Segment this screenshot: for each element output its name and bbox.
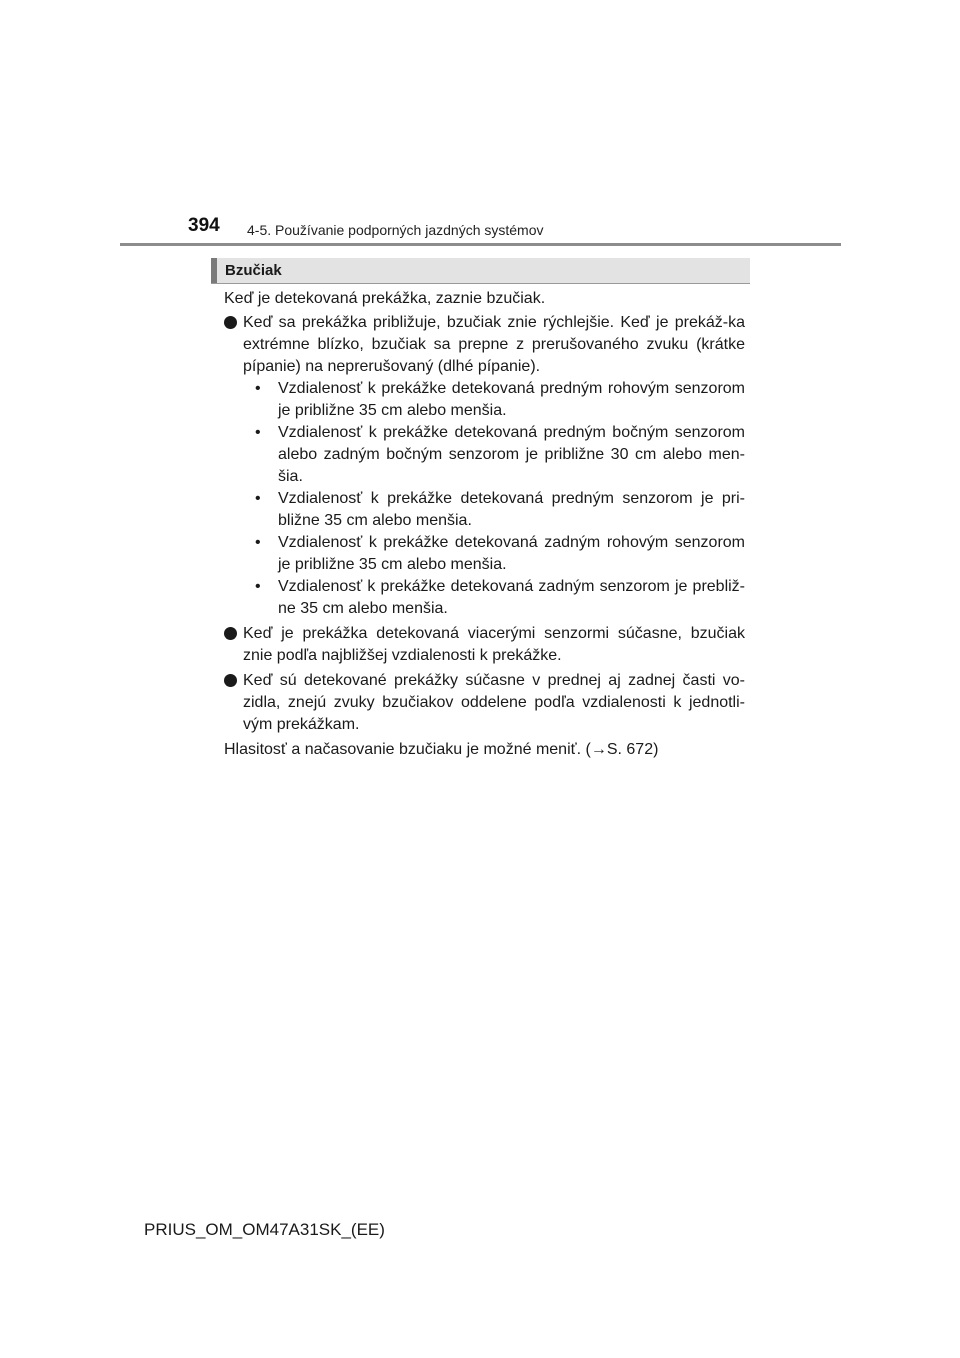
sub-list-item-text: Vzdialenosť k prekážke detekovaná zadným senzorom je prebliž-ne 35 cm alebo menšia. [278, 578, 745, 617]
heading-accent-mark [211, 258, 217, 283]
bullet-item [224, 312, 745, 620]
sub-list [243, 378, 745, 620]
subsection-heading: Bzučiak [225, 262, 282, 279]
dot-bullet-icon: • [255, 534, 261, 551]
dot-bullet-icon: • [255, 490, 261, 507]
sub-list-item-text: Vzdialenosť k prekážke detekovaná predným senzorom je pri-bližne 35 cm alebo menšia. [278, 490, 745, 529]
outro-paragraph: Hlasitosť a načasovanie bzučiaku je možné meniť. (→S. 672) [224, 741, 659, 758]
dot-bullet-icon: • [255, 380, 261, 397]
subsection-heading-bar [211, 258, 750, 284]
main-content [224, 288, 745, 761]
filled-circle-bullet-icon [224, 674, 237, 687]
bullet-item [224, 623, 745, 667]
filled-circle-bullet-icon [224, 316, 237, 329]
sub-list-item [243, 488, 745, 532]
dot-bullet-icon: • [255, 424, 261, 441]
header-divider [120, 243, 841, 246]
document-code: PRIUS_OM_OM47A31SK_(EE) [144, 1220, 385, 1239]
dot-bullet-icon: • [255, 578, 261, 595]
sub-list-item-text: Vzdialenosť k prekážke detekovaná predným rohovým senzorom je približne 35 cm alebo menšia. [278, 380, 745, 419]
sub-list-item [243, 422, 745, 488]
filled-circle-bullet-icon [224, 627, 237, 640]
bullet-text: Keď je prekážka detekovaná viacerými senzormi súčasne, bzučiak znie podľa najbližšej vzdialenosti k prekážke. [243, 625, 745, 664]
bullet-text: Keď sú detekované prekážky súčasne v prednej aj zadnej časti vo-zidla, znejú zvuky bzučiakov oddelene podľa vzdialenosti k jednotli-vým prekážkam. [243, 672, 745, 733]
bullet-text: Keď sa prekážka približuje, bzučiak znie rýchlejšie. Keď je prekáž-ka extrémne blízko, bzučiak sa prepne z prerušovaného zvuku (krátke pípanie) na neprerušovaný (dlhé pípanie). [243, 314, 745, 375]
sub-list-item [243, 532, 745, 576]
bullet-item [224, 670, 745, 736]
sub-list-item-text: Vzdialenosť k prekážke detekovaná predným bočným senzorom alebo zadným bočným senzorom je približne 30 cm alebo men-šia. [278, 424, 745, 485]
intro-paragraph: Keď je detekovaná prekážka, zaznie bzučiak. [224, 290, 546, 307]
sub-list-item [243, 576, 745, 620]
sub-list-item-text: Vzdialenosť k prekážke detekovaná zadným rohovým senzorom je približne 35 cm alebo menšia. [278, 534, 745, 573]
page-number: 394 [188, 215, 220, 236]
section-title: 4-5. Používanie podporných jazdných systémov [247, 222, 544, 238]
sub-list-item [243, 378, 745, 422]
